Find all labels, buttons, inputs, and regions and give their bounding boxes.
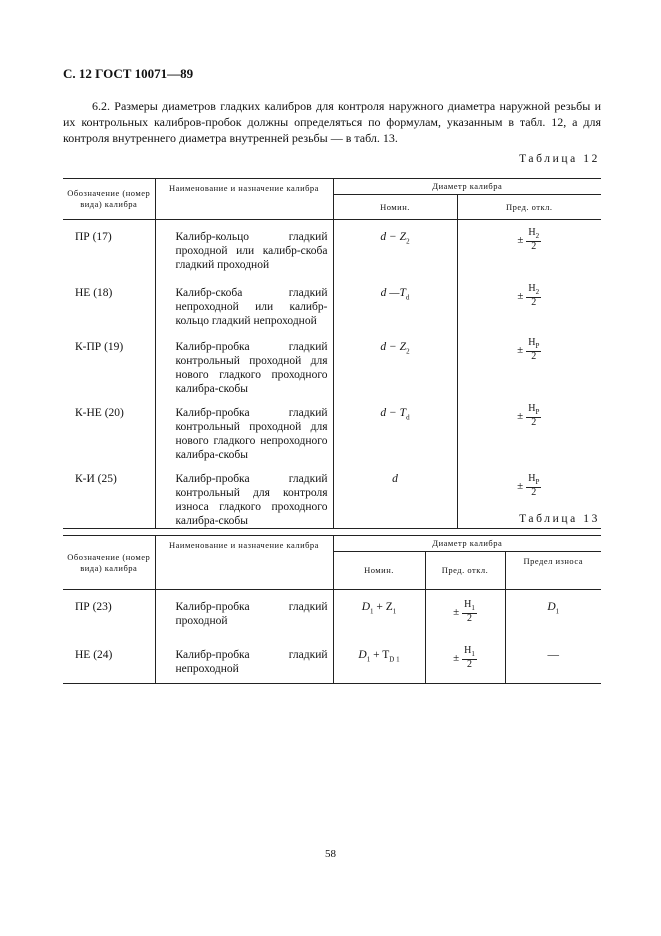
t12-header-nominal: Номин. xyxy=(333,195,457,220)
t12-header-name: Наименование и назначение калибра xyxy=(155,179,333,220)
nominal-cell: $D_1 + Z_1$ xyxy=(333,590,425,638)
tolerance-cell: ± $\frac{H_P}{2}$ xyxy=(457,396,601,462)
tolerance-cell: ± $\frac{H_1}{2}$ xyxy=(425,638,505,684)
table-row xyxy=(63,276,601,330)
nominal-cell: d xyxy=(333,462,457,529)
designation-cell: К-НЕ (20) xyxy=(75,406,124,419)
tolerance-cell: ± $\frac{H_P}{2}$ xyxy=(457,462,601,529)
t13-header-tolerance: Пред. откл. xyxy=(425,552,505,590)
table13-caption: Таблица 13 xyxy=(519,513,600,525)
intro-paragraph: 6.2. Размеры диаметров гладких калибров для контроля наружного диаметра наружной резьбы и их контрольных калибров-пробок должны определяться по формулам, указанным в табл. 12, а для контроля внутреннего диаметра внутренней резьбы — в табл. 13. xyxy=(63,99,601,145)
designation-cell: ПР (17) xyxy=(75,231,112,243)
designation-cell: ПР (23) xyxy=(75,601,112,613)
t12-header-designation: Обозначение (номер вида) калибра xyxy=(63,179,155,220)
table-row xyxy=(63,638,601,684)
name-cell: Калибр-пробка гладкий непроходной xyxy=(155,638,333,684)
table-row xyxy=(63,396,601,462)
tolerance-cell: ± $\frac{H_1}{2}$ xyxy=(425,590,505,638)
nominal-cell: d $—T_d$ xyxy=(333,276,457,330)
tolerance-cell: ± $\frac{H_2}{2}$ xyxy=(457,276,601,330)
designation-cell: К-И (25) xyxy=(63,462,155,529)
table-row xyxy=(63,220,601,276)
table-row xyxy=(63,590,601,638)
tolerance-cell: ± $\frac{H_2}{2}$ xyxy=(457,220,601,276)
name-cell: Калибр-пробка гладкий контрольный для контроля износа гладкого проходного калибра-скобы xyxy=(155,462,333,529)
wear-limit-cell: — xyxy=(505,638,601,684)
nominal-cell: $d - Z_2$ xyxy=(333,330,457,396)
designation-cell: К-ПР (19) xyxy=(75,340,124,353)
name-cell: Калибр-скоба гладкий непроходной или калибр-кольцо гладкий непроходной xyxy=(155,276,333,330)
nominal-cell: $d - Z_2$ xyxy=(333,220,457,276)
nominal-cell: $d - T_d$ xyxy=(333,396,457,462)
name-cell: Калибр-пробка гладкий проходной xyxy=(155,590,333,638)
table-13 xyxy=(63,535,601,684)
t12-header-tolerance: Пред. откл. xyxy=(457,195,601,220)
t13-header-nominal: Номин. xyxy=(333,552,425,590)
tolerance-cell: ± $\frac{H_P}{2}$ xyxy=(457,330,601,396)
table-12 xyxy=(63,178,601,529)
t13-header-designation: Обозначение (номер вида) калибра xyxy=(63,536,155,590)
t13-header-name: Наименование и назначение калибра xyxy=(155,536,333,590)
designation-cell: НЕ (24) xyxy=(63,638,155,684)
table-row xyxy=(63,330,601,396)
page-number: 58 xyxy=(325,848,336,860)
table12-caption: Таблица 12 xyxy=(519,153,600,165)
designation-cell: НЕ (18) xyxy=(75,286,113,299)
name-cell: Калибр-пробка гладкий контрольный проходной для нового гладкого непроходного калибра-скобы xyxy=(155,396,333,462)
t13-header-diameter: Диаметр калибра xyxy=(333,536,601,552)
nominal-cell: $D_1 + T_{D 1}$ xyxy=(333,638,425,684)
name-cell: Калибр-пробка гладкий контрольный проходной для нового гладкого проходного калибра-скобы xyxy=(155,330,333,396)
wear-limit-cell: $D_1$ xyxy=(505,590,601,638)
t13-header-wear: Предел износа xyxy=(505,552,601,590)
name-cell: Калибр-кольцо гладкий проходной или калибр-скоба гладкий проходной xyxy=(155,220,333,276)
t12-header-diameter: Диаметр калибра xyxy=(333,179,601,195)
page-header: С. 12 ГОСТ 10071—89 xyxy=(63,66,194,81)
